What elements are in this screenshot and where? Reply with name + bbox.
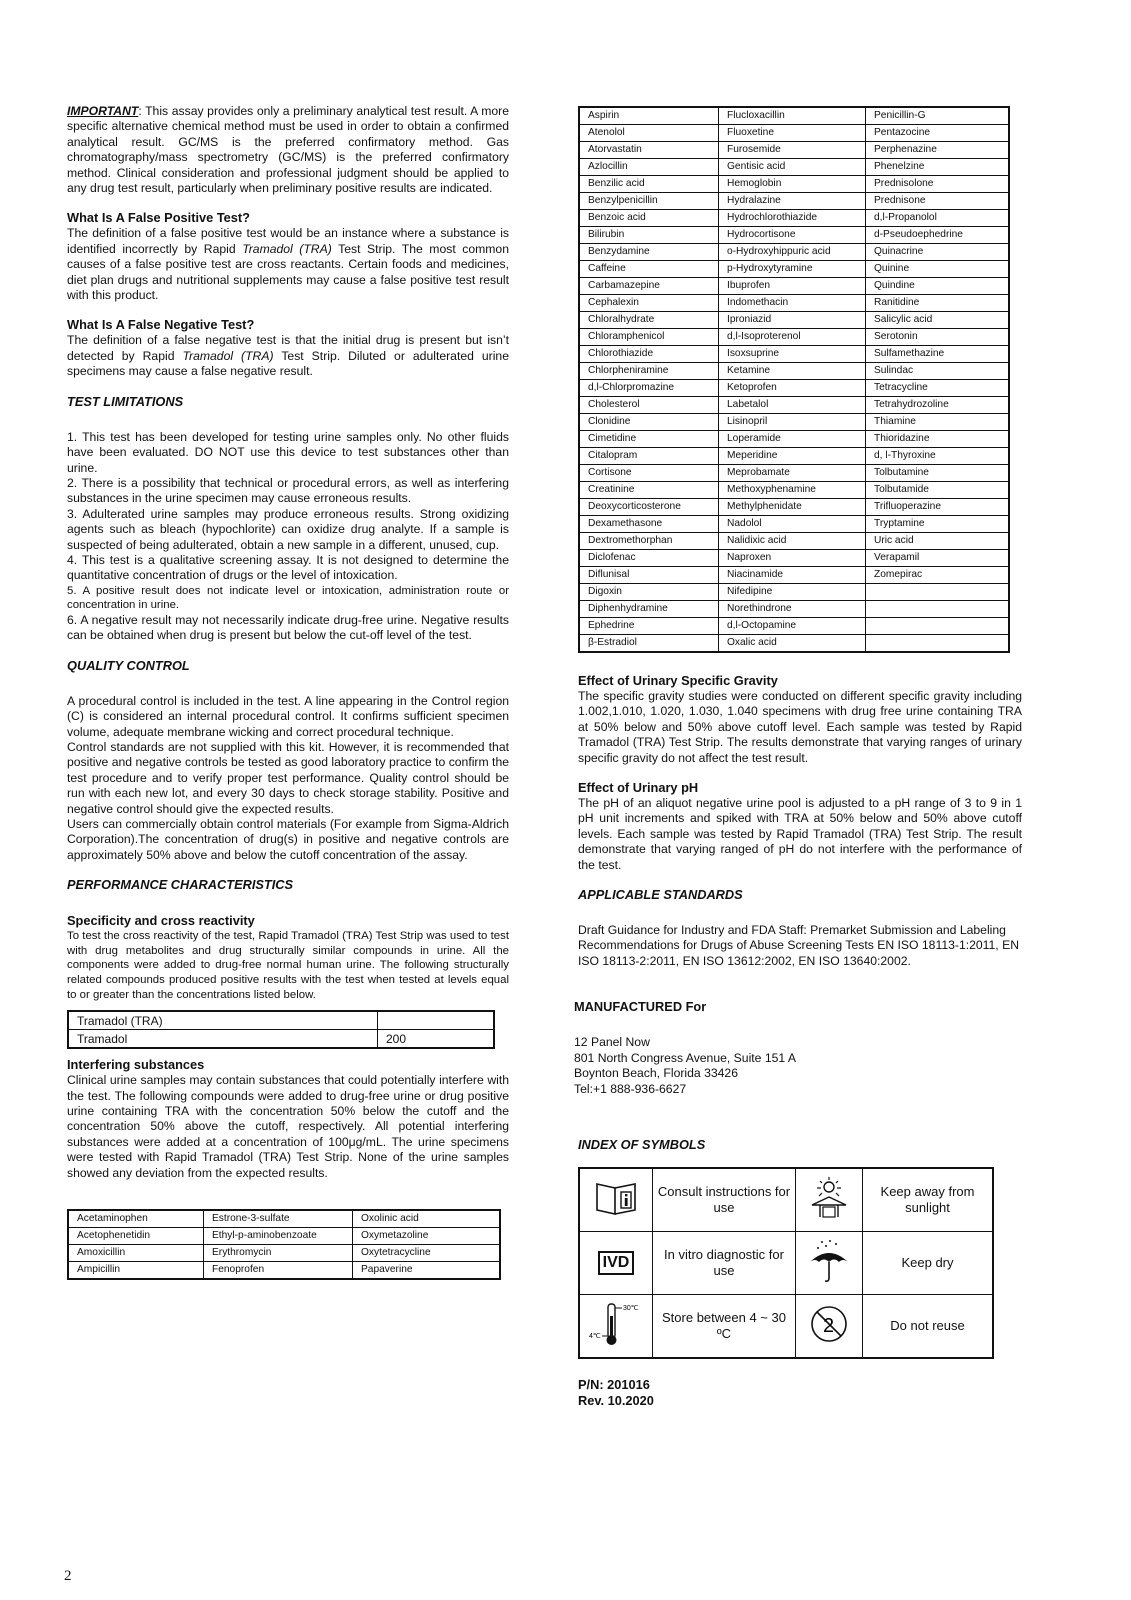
limitation-item: 5. A positive result does not indicate level or intoxication, administration route or concentration in urine.: [67, 584, 509, 612]
manufactured-title: MANUFACTURED For: [574, 999, 707, 1015]
address-line: Tel:+1 888-936-6627: [574, 1081, 687, 1096]
false-negative-italic: Tramadol (TRA): [182, 348, 274, 363]
table-row: [579, 227, 1009, 244]
table-cell: d,l-Octopamine: [719, 618, 866, 635]
table-row: [579, 295, 1009, 312]
keep-dry-icon: [796, 1231, 863, 1294]
table-cell: Thioridazine: [866, 431, 1010, 448]
ph-title: Effect of Urinary pH: [578, 780, 699, 796]
table-cell: Hemoglobin: [719, 176, 866, 193]
address-line: 12 Panel Now: [574, 1035, 650, 1050]
false-positive-text: [67, 226, 509, 303]
revision: Rev. 10.2020: [578, 1392, 654, 1408]
table-row: [579, 125, 1009, 142]
do-not-reuse-label: Do not reuse: [863, 1294, 994, 1358]
table-cell: Acetaminophen: [68, 1210, 204, 1228]
table-cell: Nifedipine: [719, 584, 866, 601]
table-cell: Labetalol: [719, 397, 866, 414]
specificity-title: Specificity and cross reactivity: [67, 913, 255, 929]
important-label: IMPORTANT: [67, 104, 139, 118]
false-negative-title: What Is A False Negative Test?: [67, 317, 255, 333]
table-cell: Digoxin: [579, 584, 719, 601]
sunlight-icon: [796, 1168, 863, 1232]
specificity-text: To test the cross reactivity of the test, Rapid Tramadol (TRA) Test Strip was used to test with drug metabolites and drug structurally similar compounds in urine. All the components were added to drug-free normal human urine. The following structurally related compounds produced positive results with the test when tested at levels equal to or greater than the concentrations listed below.: [67, 930, 509, 1001]
limitation-item: 4. This test is a qualitative screening assay. It is not designed to determine the quantitative concentration of drugs or the level of intoxication.: [67, 552, 509, 583]
standards-title: APPLICABLE STANDARDS: [578, 887, 743, 903]
table-row: [579, 533, 1009, 550]
table-cell: Caffeine: [579, 261, 719, 278]
table-row: [579, 635, 1009, 653]
table-cell: Cimetidine: [579, 431, 719, 448]
table-cell: Benzilic acid: [579, 176, 719, 193]
table-cell: Tetrahydrozoline: [866, 397, 1010, 414]
table-row: [579, 618, 1009, 635]
table-cell: Sulfamethazine: [866, 346, 1010, 363]
false-positive-title: What Is A False Positive Test?: [67, 210, 250, 226]
temp-high-text: 30℃: [623, 1304, 639, 1312]
sunlight-label: Keep away from sunlight: [863, 1168, 994, 1232]
table-cell: d, l-Thyroxine: [866, 448, 1010, 465]
table-cell: Flucloxacillin: [719, 107, 866, 125]
table-row: [579, 448, 1009, 465]
keep-dry-label: Keep dry: [863, 1231, 994, 1294]
table-cell: Quinacrine: [866, 244, 1010, 261]
consult-instructions-icon: [579, 1168, 653, 1232]
table-row: [579, 397, 1009, 414]
table-cell: Loperamide: [719, 431, 866, 448]
table-cell: Salicylic acid: [866, 312, 1010, 329]
qc-text-3: Users can commercially obtain control materials (For example from Sigma-Aldrich Corporation).The concentration of drug(s) in positive and negative controls are approximately 50% above and below the cutoff concentration of the assay.: [67, 817, 509, 862]
table-cell: Lisinopril: [719, 414, 866, 431]
test-limitations-title: TEST LIMITATIONS: [67, 393, 184, 409]
table-cell: Zomepirac: [866, 567, 1010, 584]
table-row: [579, 329, 1009, 346]
specific-gravity-title: Effect of Urinary Specific Gravity: [578, 673, 778, 688]
table-cell: o-Hydroxyhippuric acid: [719, 244, 866, 261]
table-cell: Carbamazepine: [579, 278, 719, 295]
table-row: [68, 1011, 494, 1030]
limitation-item: 2. There is a possibility that technical or procedural errors, as well as interfering substances in the urine specimen may cause erroneous results.: [67, 475, 509, 506]
table-cell: Estrone-3-sulfate: [204, 1210, 353, 1228]
store-label: Store between 4 ~ 30 ºC: [653, 1294, 796, 1358]
table-cell: Deoxycorticosterone: [579, 499, 719, 516]
false-positive-italic: Tramadol (TRA): [242, 241, 332, 256]
table-cell: Hydrochlorothiazide: [719, 210, 866, 227]
table-cell: β-Estradiol: [579, 635, 719, 653]
tra-table: [67, 1010, 495, 1049]
interfering-table: [67, 1209, 501, 1280]
table-cell: Gentisic acid: [719, 159, 866, 176]
table-row: [579, 431, 1009, 448]
page-number: 2: [64, 1568, 72, 1584]
table-cell: Quinine: [866, 261, 1010, 278]
table-cell: Nalidixic acid: [719, 533, 866, 550]
table-row: [579, 499, 1009, 516]
table-row: [579, 210, 1009, 227]
address-line: 801 North Congress Avenue, Suite 151 A: [574, 1050, 797, 1065]
false-positive-text-2: Test Strip. The most common causes of a false positive test are cross reactants. Certain foods and medicines, diet plan drugs and nutritional supplements may cause a false positive test result with this product.: [67, 241, 509, 303]
table-row: [68, 1030, 494, 1049]
table-row: [579, 107, 1009, 125]
table-cell: Norethindrone: [719, 601, 866, 618]
table-cell: Tolbutamide: [866, 482, 1010, 499]
table-cell: d-Pseudoephedrine: [866, 227, 1010, 244]
table-cell: Verapamil: [866, 550, 1010, 567]
table-row: [68, 1210, 500, 1228]
table-row: [579, 550, 1009, 567]
table-cell: Ibuprofen: [719, 278, 866, 295]
table-cell: Bilirubin: [579, 227, 719, 244]
table-cell: [866, 635, 1010, 653]
interfering-text: Clinical urine samples may contain substances that could potentially interfere with the test. The following compounds were added to drug-free urine or drug positive urine containing TRA with the concentration 50% below the cutoff and the concentration 50% above the cutoff, respectively. All potential interfering substances were added at a concentration of 100μg/mL. The urine specimens were tested with Rapid Tramadol (TRA) Test Strip. None of the urine samples showed any deviation from the expected results.: [67, 1073, 509, 1180]
table-row: [579, 1294, 993, 1358]
table-cell: Ketamine: [719, 363, 866, 380]
table-cell: d,l-Propanolol: [866, 210, 1010, 227]
table-cell: Papaverine: [353, 1262, 501, 1280]
table-row: [579, 346, 1009, 363]
table-row: [579, 380, 1009, 397]
table-cell: Dextromethorphan: [579, 533, 719, 550]
address-block: [574, 1035, 1022, 1097]
false-negative-text-2: Test Strip. Diluted or adulterated urine specimens may cause a false negative result.: [67, 348, 509, 379]
ivd-label: In vitro diagnostic for use: [653, 1231, 796, 1294]
table-row: [579, 567, 1009, 584]
table-cell: Aspirin: [579, 107, 719, 125]
table-cell: [378, 1011, 495, 1030]
table-cell: Iproniazid: [719, 312, 866, 329]
table-cell: Methoxyphenamine: [719, 482, 866, 499]
left-column: [67, 104, 509, 1280]
table-cell: Tolbutamine: [866, 465, 1010, 482]
ivd-icon-label: IVD: [598, 1251, 635, 1275]
table-cell: Hydrocortisone: [719, 227, 866, 244]
ivd-icon: [579, 1231, 653, 1294]
table-cell: Fenoprofen: [204, 1262, 353, 1280]
table-cell: d,l-Isoproterenol: [719, 329, 866, 346]
table-cell: Tramadol: [68, 1030, 378, 1049]
table-row: [579, 363, 1009, 380]
table-cell: Azlocillin: [579, 159, 719, 176]
table-row: [68, 1228, 500, 1245]
table-cell: Nadolol: [719, 516, 866, 533]
table-cell: Prednisone: [866, 193, 1010, 210]
table-row: [579, 159, 1009, 176]
table-cell: Ethyl-p-aminobenzoate: [204, 1228, 353, 1245]
table-cell: Penicillin-G: [866, 107, 1010, 125]
substances-table: [578, 106, 1010, 653]
table-row: [579, 482, 1009, 499]
table-cell: Meprobamate: [719, 465, 866, 482]
consult-label: Consult instructions for use: [653, 1168, 796, 1232]
table-cell: Cortisone: [579, 465, 719, 482]
table-cell: Sulindac: [866, 363, 1010, 380]
table-row: [579, 414, 1009, 431]
standards-text: Draft Guidance for Industry and FDA Staff: Premarket Submission and Labeling Recommendations for Drugs of Abuse Screening Tests EN ISO 18113-1:2011, EN ISO 18113-2:2011, EN ISO 13612:2002, EN ISO 13640:2002.: [578, 923, 1020, 968]
table-cell: Ketoprofen: [719, 380, 866, 397]
table-row: [579, 261, 1009, 278]
table-cell: 200: [378, 1030, 495, 1049]
table-cell: Hydralazine: [719, 193, 866, 210]
table-row: [579, 1168, 993, 1232]
ph-text: The pH of an aliquot negative urine pool is adjusted to a pH range of 3 to 9 in 1 pH unit increments and spiked with TRA at 50% below and 50% above cutoff levels. Each sample was tested by Rapid Tramadol (TRA) Test Strip. The result demonstrate that varying ranged of pH do not interfere with the performance of the test.: [578, 796, 1022, 872]
address-line: Boynton Beach, Florida 33426: [574, 1066, 738, 1081]
false-positive-text-1: The definition of a false positive test would be an instance where a substance is identified incorrectly by Rapid: [67, 226, 509, 256]
table-cell: [866, 618, 1010, 635]
table-cell: Isoxsuprine: [719, 346, 866, 363]
table-cell: Quindine: [866, 278, 1010, 295]
do-not-reuse-icon: [796, 1294, 863, 1358]
table-cell: Diphenhydramine: [579, 601, 719, 618]
table-cell: [866, 601, 1010, 618]
table-cell: Fluoxetine: [719, 125, 866, 142]
table-cell: Atorvastatin: [579, 142, 719, 159]
table-cell: Cholesterol: [579, 397, 719, 414]
table-cell: Erythromycin: [204, 1245, 353, 1262]
table-cell: Uric acid: [866, 533, 1010, 550]
table-cell: d,l-Chlorpromazine: [579, 380, 719, 397]
important-text: : This assay provides only a preliminary analytical test result. A more specific alternative chemical method must be used in order to obtain a confirmed analytical result. GC/MS is the preferred confirmatory method. Gas chromatography/mass spectrometry (GC/MS) is the preferred confirmatory method. Clinical consideration and professional judgment should be applied to any drug test result, particularly when preliminary positive results are indicated.: [67, 104, 509, 196]
table-row: [579, 176, 1009, 193]
table-cell: Dexamethasone: [579, 516, 719, 533]
table-cell: Prednisolone: [866, 176, 1010, 193]
table-cell: [866, 584, 1010, 601]
table-row: [579, 601, 1009, 618]
table-row: [68, 1245, 500, 1262]
table-cell: Indomethacin: [719, 295, 866, 312]
qc-text-1: A procedural control is included in the test. A line appearing in the Control region (C) is considered an internal procedural control. It confirms sufficient specimen volume, adequate membrane wicking and correct procedural technique.: [67, 693, 509, 739]
table-cell: Perphenazine: [866, 142, 1010, 159]
limitations-list: [67, 430, 509, 644]
table-cell: Chloramphenicol: [579, 329, 719, 346]
table-cell: Benzylpenicillin: [579, 193, 719, 210]
table-cell: Benzydamine: [579, 244, 719, 261]
table-cell: Amoxicillin: [68, 1245, 204, 1262]
table-cell: Chlorothiazide: [579, 346, 719, 363]
table-row: [579, 244, 1009, 261]
table-row: [579, 584, 1009, 601]
important-paragraph: [67, 104, 509, 196]
table-row: [579, 142, 1009, 159]
table-cell: p-Hydroxytyramine: [719, 261, 866, 278]
specific-gravity-text: The specific gravity studies were conducted on different specific gravity including 1.002,1.010, 1.020, 1.030, 1.040 specimens with drug free urine containing TRA at 50% below and 50% above cutoff level. Each sample was tested by Rapid Tramadol (TRA) Test Strip. The results demonstrate that varying ranges of urinary specific gravity do not affect the test result.: [578, 689, 1022, 765]
table-cell: Naproxen: [719, 550, 866, 567]
table-row: [579, 278, 1009, 295]
table-row: [579, 193, 1009, 210]
symbols-title: INDEX OF SYMBOLS: [578, 1136, 706, 1152]
false-negative-text: [67, 333, 509, 379]
table-cell: Methylphenidate: [719, 499, 866, 516]
table-cell: Niacinamide: [719, 567, 866, 584]
part-number: P/N: 201016: [578, 1376, 650, 1392]
table-cell: Meperidine: [719, 448, 866, 465]
table-cell: Oxytetracycline: [353, 1245, 501, 1262]
limitation-item: 3. Adulterated urine samples may produce erroneous results. Strong oxidizing agents such as bleach (hypochlorite) can oxidize drug analyte. If a sample is suspected of being adulterated, obtain a new sample in a different, unused, cup.: [67, 506, 509, 552]
table-cell: Acetophenetidin: [68, 1228, 204, 1245]
qc-text-2: Control standards are not supplied with this kit. However, it is recommended that positive and negative controls be tested as good laboratory practice to confirm the test procedure and to verify proper test performance. Quality control should be run with each new lot, and every 30 days to check storage stability. Positive and negative control should give the expected results.: [67, 739, 509, 816]
table-cell: Clonidine: [579, 414, 719, 431]
interfering-title: Interfering substances: [67, 1057, 205, 1073]
quality-control-title: QUALITY CONTROL: [67, 657, 190, 673]
table-cell: Furosemide: [719, 142, 866, 159]
table-row: [579, 1231, 993, 1294]
table-row: [579, 516, 1009, 533]
table-cell: Diflunisal: [579, 567, 719, 584]
table-cell: Thiamine: [866, 414, 1010, 431]
table-cell: Oxolinic acid: [353, 1210, 501, 1228]
table-cell: Chloralhydrate: [579, 312, 719, 329]
table-cell: Cephalexin: [579, 295, 719, 312]
thermometer-icon: [579, 1294, 653, 1358]
limitation-item: 6. A negative result may not necessarily indicate drug-free urine. Negative results can be obtained when drug is present but below the cut-off level of the test.: [67, 612, 509, 643]
table-cell: Ranitidine: [866, 295, 1010, 312]
table-cell: Chlorpheniramine: [579, 363, 719, 380]
table-cell: Diclofenac: [579, 550, 719, 567]
table-cell: Tryptamine: [866, 516, 1010, 533]
table-cell: Atenolol: [579, 125, 719, 142]
table-row: [579, 465, 1009, 482]
table-cell: Phenelzine: [866, 159, 1010, 176]
limitation-item: 1. This test has been developed for testing urine samples only. No other fluids have been evaluated. DO NOT use this device to test substances other than urine.: [67, 429, 509, 475]
table-row: [579, 312, 1009, 329]
table-cell: Tetracycline: [866, 380, 1010, 397]
performance-title: PERFORMANCE CHARACTERISTICS: [67, 877, 294, 893]
table-cell: Citalopram: [579, 448, 719, 465]
table-row: [68, 1262, 500, 1280]
table-cell: Creatinine: [579, 482, 719, 499]
temp-low-text: 4℃: [589, 1332, 601, 1340]
table-cell: Oxymetazoline: [353, 1228, 501, 1245]
table-cell: Benzoic acid: [579, 210, 719, 227]
table-cell: Oxalic acid: [719, 635, 866, 653]
symbols-table: [578, 1167, 994, 1359]
table-cell: Pentazocine: [866, 125, 1010, 142]
do-not-reuse-digit: 2: [823, 1314, 835, 1337]
table-cell: Tramadol (TRA): [68, 1011, 378, 1030]
right-column: [574, 106, 1022, 1409]
table-cell: Ephedrine: [579, 618, 719, 635]
false-negative-text-1: The definition of a false negative test is that the initial drug is present but isn’t detected by Rapid: [67, 333, 509, 363]
table-cell: Serotonin: [866, 329, 1010, 346]
table-cell: Ampicillin: [68, 1262, 204, 1280]
table-cell: Trifluoperazine: [866, 499, 1010, 516]
